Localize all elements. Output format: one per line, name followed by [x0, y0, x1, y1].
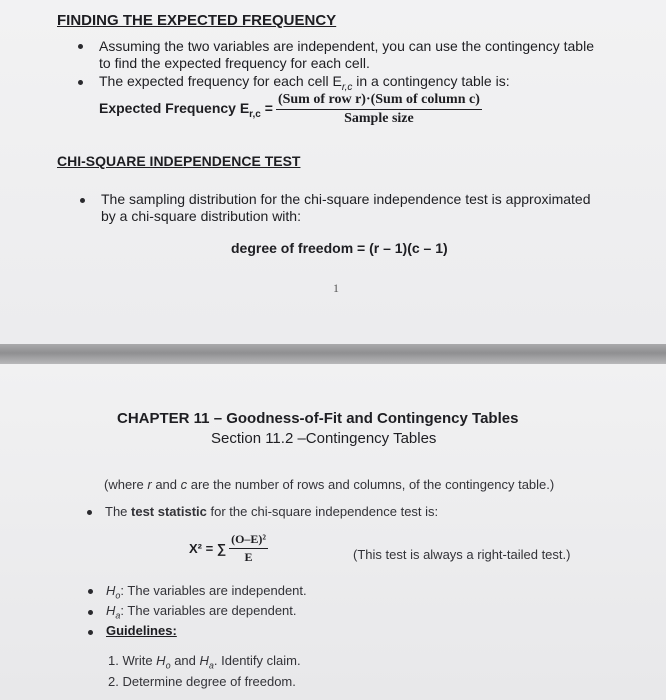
expected-frequency-heading: FINDING THE EXPECTED FREQUENCY	[57, 12, 337, 29]
formula-label-text: Expected Frequency E	[99, 99, 250, 116]
step1-h: H	[156, 653, 166, 668]
chapter-title: CHAPTER 11 – Goodness-of-Fit and Contingency Tables	[117, 410, 519, 427]
right-tailed-note: (This test is always a right-tailed test.)	[353, 547, 571, 562]
step1-pre: 1. Write	[108, 653, 157, 668]
bullet1-line1: Assuming the two variables are independent, you can use the contingency table	[99, 38, 594, 54]
chi-square-heading: CHI-SQUARE INDEPENDENCE TEST	[57, 153, 301, 169]
step1-h2sub: a	[208, 660, 214, 671]
bullet-dot	[88, 630, 93, 635]
step1-and: and	[170, 653, 200, 668]
formula-eq: =	[260, 99, 273, 116]
step1-hsub: o	[165, 660, 171, 671]
ha-text: : The variables are dependent.	[120, 603, 297, 618]
test-statistic-line	[105, 503, 438, 520]
expected-frequency-formula	[99, 92, 482, 127]
bullet-dot	[78, 80, 83, 85]
ts-post: for the chi-square independence test is:	[206, 504, 439, 519]
bullet2-pre: The expected frequency for each cell E	[99, 73, 342, 89]
bullet-dot	[80, 198, 85, 203]
where-post: are the number of rows and columns, of the contingency table.)	[187, 477, 555, 492]
degree-of-freedom-formula: degree of freedom = (r – 1)(c – 1)	[231, 240, 448, 256]
bullet-dot	[87, 510, 92, 515]
step-2: 2. Determine degree of freedom.	[108, 674, 296, 689]
step-1	[108, 652, 301, 675]
formula-sub: r,c	[249, 108, 261, 120]
ha-sub: a	[115, 610, 121, 621]
where-r: r	[147, 477, 152, 492]
h0-symbol: H	[106, 583, 116, 598]
where-mid: and	[151, 477, 181, 492]
formula-label	[99, 100, 273, 120]
page-number: 1	[333, 281, 339, 295]
ts-bold: test statistic	[131, 504, 207, 519]
page-divider	[0, 344, 666, 364]
page-1	[0, 0, 666, 344]
ha-symbol: H	[106, 603, 116, 618]
where-note	[104, 476, 554, 493]
guidelines-heading: Guidelines:	[106, 623, 177, 638]
chi-bullet-line2: by a chi-square distribution with:	[101, 208, 301, 224]
step1-h2: H	[199, 653, 209, 668]
bullet2-post: in a contingency table is:	[352, 73, 510, 89]
chi-square-formula	[189, 532, 268, 565]
formula-fraction	[276, 92, 482, 127]
chi-numerator: (O–E)²	[229, 532, 268, 549]
formula-numerator: (Sum of row r)·(Sum of column c)	[276, 92, 482, 110]
chi-denominator: E	[244, 550, 253, 564]
h0-text: : The variables are independent.	[120, 583, 307, 598]
where-c: c	[180, 477, 188, 492]
bullet-dot	[88, 589, 93, 594]
step1-post: . Identify claim.	[213, 653, 301, 668]
ts-pre: The	[105, 504, 132, 519]
formula-denominator: Sample size	[344, 111, 414, 126]
bullet-dot	[78, 44, 83, 49]
h0-sub: o	[115, 590, 121, 601]
bullet-dot	[88, 610, 93, 615]
chi-fraction	[229, 532, 268, 565]
bullet1-line2: to find the expected frequency for each cell.	[99, 55, 370, 71]
where-pre: (where	[104, 477, 148, 492]
page-2	[0, 364, 666, 700]
section-title: Section 11.2 –Contingency Tables	[211, 430, 437, 447]
chi-lhs: X² = ∑	[189, 541, 227, 556]
bullet2-sub: r,c	[341, 81, 353, 93]
chi-bullet-line1: The sampling distribution for the chi-square independence test is approximated	[101, 191, 591, 207]
